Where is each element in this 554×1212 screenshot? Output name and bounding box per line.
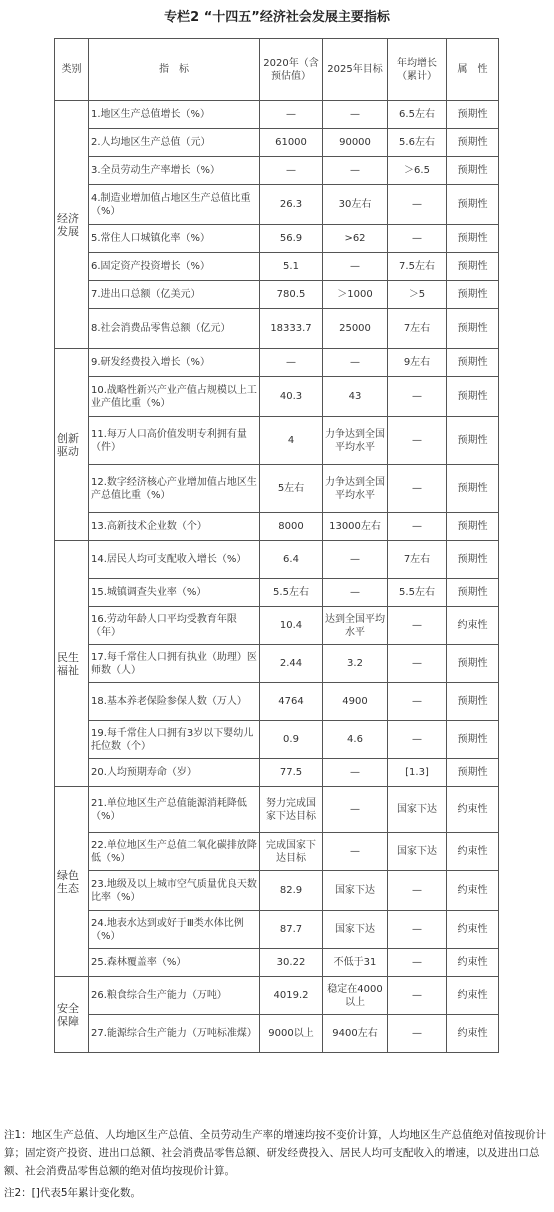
attribute-cell: 预期性 [447,253,499,281]
attribute-cell: 预期性 [447,309,499,349]
attribute-cell: 预期性 [447,281,499,309]
attribute-cell: 预期性 [447,417,499,465]
indicator-cell: 8.社会消费品零售总额（亿元） [89,309,260,349]
value-2020-cell: 8000 [260,513,323,541]
indicator-cell: 2.人均地区生产总值（元） [89,129,260,157]
table-row [55,157,499,185]
target-2025-cell: — [323,349,388,377]
attribute-cell: 预期性 [447,129,499,157]
value-2020-cell: 完成国家下达目标 [260,833,323,871]
table-row [55,417,499,465]
target-2025-cell: 国家下达 [323,871,388,911]
attribute-cell: 预期性 [447,185,499,225]
target-2025-cell: 国家下达 [323,911,388,949]
value-2020-cell: 2.44 [260,645,323,683]
target-2025-cell: 力争达到全国平均水平 [323,417,388,465]
indicator-cell: 20.人均预期寿命（岁） [89,759,260,787]
value-2020-cell: 18333.7 [260,309,323,349]
indicator-table [54,38,499,1053]
footnotes [4,1126,550,1202]
table-row [55,833,499,871]
table-header-row [55,39,499,101]
header-category: 类别 [55,39,89,101]
attribute-cell: 预期性 [447,157,499,185]
indicator-cell: 11.每万人口高价值发明专利拥有量（件） [89,417,260,465]
target-2025-cell: 25000 [323,309,388,349]
attribute-cell: 预期性 [447,225,499,253]
table-row [55,949,499,977]
growth-cell: 5.6左右 [388,129,447,157]
attribute-cell: 预期性 [447,349,499,377]
category-cell: 安全保障 [55,977,89,1053]
value-2020-cell: 40.3 [260,377,323,417]
growth-cell: — [388,645,447,683]
target-2025-cell: — [323,157,388,185]
target-2025-cell: 力争达到全国平均水平 [323,465,388,513]
target-2025-cell: 不低于31 [323,949,388,977]
growth-cell: — [388,683,447,721]
indicator-cell: 19.每千常住人口拥有3岁以下婴幼儿托位数（个） [89,721,260,759]
indicator-cell: 27.能源综合生产能力（万吨标准煤） [89,1015,260,1053]
growth-cell: — [388,465,447,513]
target-2025-cell: 90000 [323,129,388,157]
attribute-cell: 预期性 [447,541,499,579]
target-2025-cell: 4900 [323,683,388,721]
value-2020-cell: — [260,101,323,129]
growth-cell: 7左右 [388,541,447,579]
growth-cell: ＞5 [388,281,447,309]
table-row [55,101,499,129]
indicator-cell: 9.研发经费投入增长（%） [89,349,260,377]
value-2020-cell: — [260,349,323,377]
indicator-cell: 14.居民人均可支配收入增长（%） [89,541,260,579]
table-row [55,281,499,309]
table-row [55,349,499,377]
growth-cell: 9左右 [388,349,447,377]
indicator-cell: 24.地表水达到或好于Ⅲ类水体比例（%） [89,911,260,949]
value-2020-cell: 87.7 [260,911,323,949]
value-2020-cell: 5.5左右 [260,579,323,607]
value-2020-cell: 10.4 [260,607,323,645]
table-row [55,1015,499,1053]
target-2025-cell: 13000左右 [323,513,388,541]
value-2020-cell: 82.9 [260,871,323,911]
attribute-cell: 约束性 [447,871,499,911]
growth-cell: — [388,417,447,465]
attribute-cell: 预期性 [447,579,499,607]
value-2020-cell: 努力完成国家下达目标 [260,787,323,833]
attribute-cell: 约束性 [447,949,499,977]
value-2020-cell: 780.5 [260,281,323,309]
page-title: 专栏2 “十四五”经济社会发展主要指标 [164,10,390,25]
target-2025-cell: — [323,833,388,871]
growth-cell: — [388,607,447,645]
attribute-cell: 约束性 [447,833,499,871]
indicator-cell: 26.粮食综合生产能力（万吨） [89,977,260,1015]
indicator-cell: 25.森林覆盖率（%） [89,949,260,977]
target-2025-cell: 9400左右 [323,1015,388,1053]
indicator-cell: 3.全员劳动生产率增长（%） [89,157,260,185]
table-row [55,129,499,157]
growth-cell: 国家下达 [388,833,447,871]
value-2020-cell: 5.1 [260,253,323,281]
target-2025-cell: — [323,579,388,607]
growth-cell: — [388,513,447,541]
value-2020-cell: 4764 [260,683,323,721]
indicator-cell: 12.数字经济核心产业增加值占地区生产总值比重（%） [89,465,260,513]
value-2020-cell: 26.3 [260,185,323,225]
growth-cell: — [388,721,447,759]
indicator-cell: 22.单位地区生产总值二氧化碳排放降低（%） [89,833,260,871]
attribute-cell: 预期性 [447,377,499,417]
target-2025-cell: 43 [323,377,388,417]
value-2020-cell: 5左右 [260,465,323,513]
attribute-cell: 约束性 [447,977,499,1015]
header-growth: 年均增长（累计） [388,39,447,101]
table-row [55,579,499,607]
table-row [55,607,499,645]
target-2025-cell: — [323,787,388,833]
table-row [55,185,499,225]
value-2020-cell: 77.5 [260,759,323,787]
header-attribute: 属 性 [447,39,499,101]
table-row [55,911,499,949]
category-cell: 民生福祉 [55,541,89,787]
growth-cell: — [388,225,447,253]
growth-cell: 5.5左右 [388,579,447,607]
table-row [55,309,499,349]
growth-cell: 7左右 [388,309,447,349]
indicator-cell: 10.战略性新兴产业产值占规模以上工业产值比重（%） [89,377,260,417]
footnote-2: 注2：[]代表5年累计变化数。 [4,1187,142,1199]
target-2025-cell: 3.2 [323,645,388,683]
value-2020-cell: 4019.2 [260,977,323,1015]
growth-cell: — [388,911,447,949]
footnote-1: 注1：地区生产总值、人均地区生产总值、全员劳动生产率的增速均按不变价计算，人均地区生产总值绝对值按现价计算；固定资产投资、进出口总额、社会消费品零售总额、研发经费投入、居民人均可支配收入的增速，以及进出口总额、社会消费品零售总额的绝对值均按现价计算。 [4,1129,547,1177]
table-row [55,541,499,579]
category-cell: 经济发展 [55,101,89,349]
attribute-cell: 预期性 [447,465,499,513]
table-row [55,377,499,417]
target-2025-cell: 稳定在4000以上 [323,977,388,1015]
target-2025-cell: 4.6 [323,721,388,759]
attribute-cell: 预期性 [447,759,499,787]
indicator-cell: 16.劳动年龄人口平均受教育年限（年） [89,607,260,645]
target-2025-cell: >62 [323,225,388,253]
table-row [55,253,499,281]
indicator-cell: 6.固定资产投资增长（%） [89,253,260,281]
growth-cell: — [388,1015,447,1053]
value-2020-cell: 56.9 [260,225,323,253]
indicator-cell: 18.基本养老保险参保人数（万人） [89,683,260,721]
indicator-cell: 4.制造业增加值占地区生产总值比重（%） [89,185,260,225]
growth-cell: — [388,377,447,417]
value-2020-cell: — [260,157,323,185]
target-2025-cell: ＞1000 [323,281,388,309]
attribute-cell: 约束性 [447,911,499,949]
value-2020-cell: 30.22 [260,949,323,977]
target-2025-cell: — [323,101,388,129]
indicator-cell: 23.地级及以上城市空气质量优良天数比率（%） [89,871,260,911]
table-row [55,977,499,1015]
table-row [55,513,499,541]
attribute-cell: 约束性 [447,1015,499,1053]
value-2020-cell: 4 [260,417,323,465]
growth-cell: [1.3] [388,759,447,787]
growth-cell: ＞6.5 [388,157,447,185]
value-2020-cell: 0.9 [260,721,323,759]
growth-cell: — [388,185,447,225]
attribute-cell: 约束性 [447,787,499,833]
table-row [55,465,499,513]
table-row [55,225,499,253]
attribute-cell: 预期性 [447,683,499,721]
header-indicator: 指 标 [89,39,260,101]
indicator-cell: 21.单位地区生产总值能源消耗降低（%） [89,787,260,833]
growth-cell: 6.5左右 [388,101,447,129]
indicator-cell: 13.高新技术企业数（个） [89,513,260,541]
target-2025-cell: 达到全国平均水平 [323,607,388,645]
table-row [55,721,499,759]
value-2020-cell: 9000以上 [260,1015,323,1053]
growth-cell: — [388,977,447,1015]
attribute-cell: 预期性 [447,101,499,129]
growth-cell: 国家下达 [388,787,447,833]
header-2025: 2025年目标 [323,39,388,101]
indicator-cell: 5.常住人口城镇化率（%） [89,225,260,253]
growth-cell: 7.5左右 [388,253,447,281]
indicator-cell: 15.城镇调查失业率（%） [89,579,260,607]
table-row [55,787,499,833]
growth-cell: — [388,949,447,977]
target-2025-cell: — [323,759,388,787]
growth-cell: — [388,871,447,911]
table-row [55,683,499,721]
target-2025-cell: — [323,541,388,579]
attribute-cell: 预期性 [447,721,499,759]
attribute-cell: 预期性 [447,513,499,541]
table-row [55,871,499,911]
value-2020-cell: 61000 [260,129,323,157]
indicator-cell: 1.地区生产总值增长（%） [89,101,260,129]
indicator-cell: 7.进出口总额（亿美元） [89,281,260,309]
attribute-cell: 预期性 [447,645,499,683]
category-cell: 绿色生态 [55,787,89,977]
target-2025-cell: 30左右 [323,185,388,225]
table-row [55,759,499,787]
category-cell: 创新驱动 [55,349,89,541]
attribute-cell: 约束性 [447,607,499,645]
indicator-cell: 17.每千常住人口拥有执业（助理）医师数（人） [89,645,260,683]
target-2025-cell: — [323,253,388,281]
table-row [55,645,499,683]
header-2020: 2020年（含预估值） [260,39,323,101]
value-2020-cell: 6.4 [260,541,323,579]
